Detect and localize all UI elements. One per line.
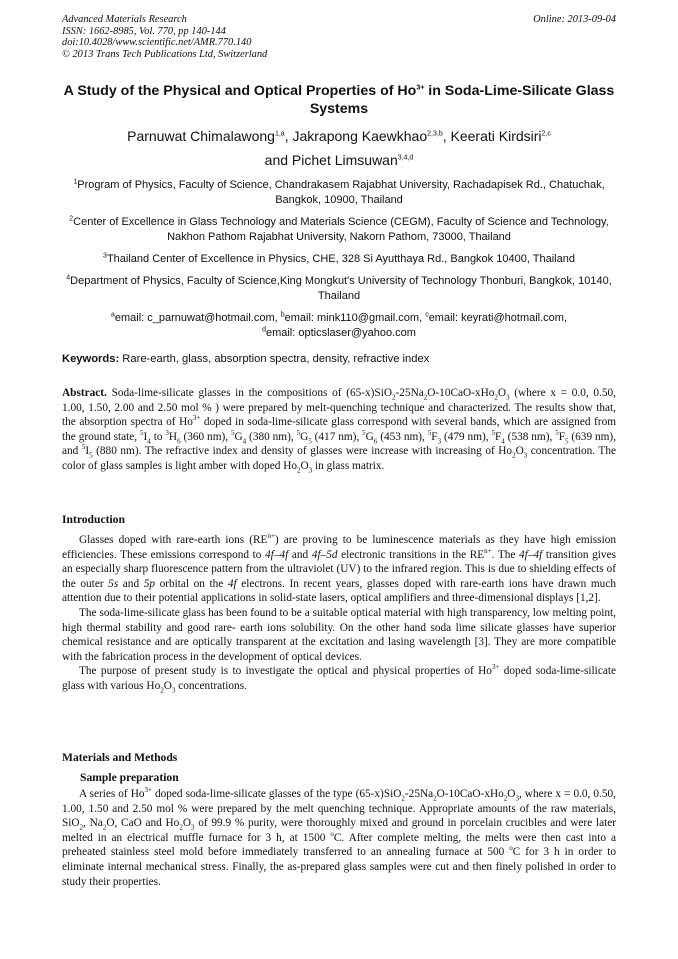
paper-title: [62, 82, 616, 118]
abstract-text: -25Na: [395, 387, 424, 399]
email-list: [62, 311, 616, 341]
keywords: [62, 352, 616, 367]
level-letter: G: [234, 430, 243, 443]
paragraph-text: . The: [491, 548, 520, 561]
subscript: 4: [501, 437, 505, 446]
sample-prep-subheading: Sample preparation: [80, 771, 179, 784]
affiliation-4: [62, 274, 616, 304]
affiliation-text: Department of Physics, Faculty of Science,King Mongkut's University of Technology Thonburi, Bangkok, 10140, Thailand: [70, 275, 612, 302]
subscript: 3: [171, 686, 176, 695]
subscript: 2: [401, 794, 405, 803]
methods-heading: Materials and Methods: [62, 751, 178, 764]
issn-line: ISSN: 1662-8985, Vol. 770, pp 140-144: [62, 25, 226, 37]
abstract-text: (479 nm),: [441, 430, 492, 443]
superscript: 5: [427, 429, 432, 438]
subscript: 5: [89, 451, 93, 460]
subscript: 4: [147, 437, 151, 446]
paragraph-text: and: [118, 577, 144, 590]
email-a: email: c_parnuwat@hotmail.com,: [114, 312, 281, 324]
introduction-heading: Introduction: [62, 513, 125, 526]
affiliation-text: Thailand Center of Excellence in Physics, CHE, 328 Si Ayutthaya Rd., Bangkok 10400, Thailand: [106, 253, 575, 265]
author-1: Parnuwat Chimalawong: [127, 128, 275, 144]
keywords-text: Rare-earth, glass, absorption spectra, density, refractive index: [119, 353, 430, 365]
italic-term: 5s: [108, 577, 119, 590]
subscript: 2: [494, 393, 498, 402]
abstract-text: (453 nm),: [377, 430, 428, 443]
email-c-sup: c: [425, 311, 429, 319]
superscript: 3+: [144, 786, 152, 795]
subscript: 6: [177, 437, 181, 446]
paragraph-text: O-10CaO-xHo: [436, 788, 504, 800]
superscript: 5: [296, 429, 301, 438]
abstract-text: O: [497, 387, 507, 399]
subscript: 3: [190, 823, 195, 832]
subscript: 2: [512, 451, 516, 460]
title-sup: 3+: [416, 84, 425, 92]
paragraph-text: O: [182, 817, 191, 830]
abstract-text: (360 nm),: [180, 430, 231, 443]
doi-line: doi:10.4028/www.scientific.net/AMR.770.140: [62, 37, 252, 49]
author-line-1: [62, 124, 616, 148]
intro-paragraph-2: The soda-lime-silicate glass has been found to be a suitable optical material with high transparency, low melting point, high thermal stability and good rare- earth ions solubility. On the other hand soda lime silicate glasses have superior chemical resistance and are optically transparent at the excitation and lasing wavelength [3]. They are more compatible with the fabrication process in the development of optical devices.: [62, 606, 616, 663]
paragraph-text: doped soda-lime-silicate glass with various Ho: [62, 665, 617, 692]
superscript: 5: [230, 429, 235, 438]
italic-term: 4f–4f: [265, 548, 289, 561]
author-line-2: [62, 148, 616, 172]
paragraph-text: , Na: [83, 817, 103, 830]
paragraph-text: of 99.9 % purity, were thoroughly mixed and ground in porcelain crucibles and were later melted in an electrical muffle furnace for 3 h, at 1500: [62, 817, 617, 844]
paragraph-text: transition gives an especially sharp fluorescence pattern from the ultraviolet (UV) to the infrared region. This is due to shielding effects of the outer: [62, 548, 616, 590]
superscript: 5: [140, 429, 144, 438]
subscript: 3: [308, 466, 313, 475]
abstract-text: O: [515, 445, 524, 458]
email-d: email: opticslaser@yahoo.com: [265, 327, 416, 339]
email-d-sup: d: [262, 326, 266, 334]
author-3-sup: 2,c: [541, 130, 551, 138]
affiliation-number: 3: [103, 252, 107, 260]
abstract-label: Abstract.: [62, 387, 107, 399]
degree-mark: o: [509, 844, 513, 853]
superscript: n+: [484, 546, 492, 555]
paragraph-text: concentrations.: [175, 679, 247, 692]
level-letter: I: [85, 445, 90, 458]
paragraph-text: ) are proving to be luminescence materials as they have high emission efficiencies. These emissions correspond to: [62, 534, 617, 561]
abstract-text: doped in soda-lime-silicate glass correspond with several bands, which are assigned from the ground state,: [62, 416, 617, 443]
paragraph-text: Glasses doped with rare-earth ions (RE: [79, 534, 268, 546]
affiliation-number: 2: [69, 215, 74, 223]
affiliation-text: Center of Excellence in Glass Technology and Materials Science (CEGM), Faculty of Science and Technology, Nakhon Pathom Rajabhat University, Nakorn Pathom, 73000, Thailand: [73, 216, 609, 243]
paragraph-text: electrons. In recent years, glasses doped with rare-earth ions have drawn much attention due to their potential applications in solid-state lasers, optical amplifiers and three-dimensional displays [1,2].: [62, 577, 616, 605]
subscript: 2: [102, 823, 107, 832]
author-3: , Keerati Kirdsiri: [442, 128, 542, 144]
abstract-text: (880 nm). The refractive index and density of glasses were increase with increasing of Ho: [92, 445, 513, 458]
affiliation-1: [62, 178, 616, 208]
title-part2: in Soda-Lime-Silicate Glass Systems: [309, 83, 615, 117]
affiliation-number: 1: [73, 178, 78, 186]
italic-term: 4f–4f: [519, 548, 543, 561]
level-letter: G: [300, 430, 309, 443]
abstract-text: O: [300, 459, 309, 472]
affiliation-text: Program of Physics, Faculty of Science, Chandrakasem Rajabhat University, Rachadapisek Rd., Chatuchak, Bangkok, 10900, Thailand: [77, 179, 605, 206]
level-letter: H: [168, 430, 178, 443]
superscript: n+: [267, 532, 275, 541]
affiliation-number: 4: [66, 274, 71, 282]
journal-name: Advanced Materials Research: [62, 14, 187, 25]
author-2-sup: 2,3,b: [427, 130, 443, 138]
author-4: and Pichet Limsuwan: [264, 152, 398, 168]
paragraph-text: and: [288, 548, 312, 561]
superscript: 5: [491, 429, 495, 438]
subscript: 3: [523, 451, 528, 460]
italic-term: 4f: [227, 577, 237, 590]
email-a-sup: a: [110, 311, 115, 319]
methods-body: [62, 787, 616, 889]
introduction-body: [62, 533, 616, 694]
author-list: [62, 124, 616, 172]
subscript: 2: [297, 466, 301, 475]
subscript: 3: [437, 437, 442, 446]
abstract-text: concentration. The color of glass samples is light amber with doped Ho: [62, 445, 616, 472]
abstract-text: to: [150, 430, 166, 443]
abstract-text: (639 nm), and: [62, 430, 617, 458]
level-letter: G: [365, 430, 374, 443]
superscript: 3+: [192, 414, 201, 423]
paragraph-text: , where x = 0.0, 0.50, 1.00, 1.50 and 2.50 mol % were prepared by the melt quenching technique. Appropriate amounts of the raw materials, SiO: [62, 788, 616, 830]
paragraph-text: The purpose of present study is to investigate the optical and physical properties of Ho: [79, 665, 492, 678]
degree-mark: o: [330, 830, 334, 839]
paragraph-text: electronic transitions in the RE: [337, 548, 485, 561]
superscript: 3: [165, 429, 169, 438]
subscript: 3: [506, 393, 510, 402]
superscript: 5: [555, 429, 559, 438]
subscript: 2: [392, 393, 396, 402]
methods-paragraph: [62, 787, 616, 889]
subscript: 2: [179, 823, 183, 832]
affiliation-2: [62, 215, 616, 245]
subscript: 6: [373, 437, 378, 446]
italic-term: 5p: [143, 577, 155, 590]
subscript: 5: [565, 437, 569, 446]
email-b: email: mink110@gmail.com,: [284, 312, 426, 324]
superscript: 5: [362, 429, 366, 438]
paragraph-text: O: [507, 788, 516, 800]
level-letter: F: [431, 430, 438, 443]
abstract-text: (417 nm),: [311, 430, 363, 443]
title-part1: A Study of the Physical and Optical Properties of Ho: [63, 83, 417, 99]
subscript: 2: [433, 794, 437, 803]
subscript: 4: [242, 437, 247, 446]
intro-paragraph-1: [62, 533, 616, 606]
email-c: email: keyrati@hotmail.com,: [428, 312, 568, 324]
affiliation-3: [62, 252, 616, 267]
author-2: , Jakrapong Kaewkhao: [284, 128, 428, 144]
subscript: 2: [423, 393, 428, 402]
paragraph-text: O, CaO and Ho: [106, 817, 180, 830]
copyright-line: © 2013 Trans Tech Publications Ltd, Switzerland: [62, 48, 268, 60]
abstract-text: Soda-lime-silicate glasses in the compositions of (65-x)SiO: [106, 387, 393, 399]
author-4-sup: 3,4,d: [397, 154, 414, 162]
paragraph-text: orbital on the: [155, 577, 228, 590]
paragraph-text: A series of Ho: [79, 788, 145, 800]
level-letter: F: [558, 430, 565, 443]
abstract-text: (538 nm),: [504, 430, 556, 443]
email-b-sup: b: [280, 311, 285, 319]
affiliations: [62, 178, 616, 341]
author-1-sup: 1,a: [274, 130, 285, 138]
subscript: 2: [160, 686, 164, 695]
subscript: 2: [79, 823, 84, 832]
abstract-text: (380 nm),: [246, 430, 297, 443]
superscript: 5: [81, 443, 86, 452]
level-letter: F: [494, 430, 502, 443]
paragraph-text: -25Na: [404, 788, 434, 800]
subscript: 5: [308, 437, 312, 446]
abstract-text: (where x = 0.0, 0.50, 1.00, 1.50, 2.00 and 2.50 mol % ) were prepared by melt-quenching technique and characterized. The results show that, the absorption spectra of Ho: [62, 387, 616, 429]
subscript: 3: [515, 794, 519, 803]
journal-header: [62, 14, 616, 60]
paragraph-text: C. After complete melting, the melts were then cast into a preheated stainless steel mold before immediately transferred to an annealing furnace at 500: [62, 831, 616, 859]
subscript: 2: [503, 794, 508, 803]
abstract: [62, 386, 616, 474]
paragraph-text: C for 3 h in order to eliminate internal mechanical stress. Finally, the as-prepared glass samples were cut and then finely polished in order to study their properties.: [62, 846, 617, 888]
level-letter: I: [143, 430, 148, 443]
superscript: 3+: [491, 663, 500, 672]
intro-paragraph-3: [62, 664, 616, 693]
paragraph-text: O: [163, 679, 172, 692]
italic-term: 4f–5d: [311, 548, 338, 561]
abstract-text: O-10CaO-xHo: [427, 387, 495, 399]
abstract-text: in glass matrix.: [312, 459, 385, 472]
online-date: Online: 2013-09-04: [533, 14, 616, 25]
keywords-label: Keywords:: [62, 353, 120, 365]
paragraph-text: doped soda-lime-silicate glasses of the type (65-x)SiO: [151, 788, 402, 800]
